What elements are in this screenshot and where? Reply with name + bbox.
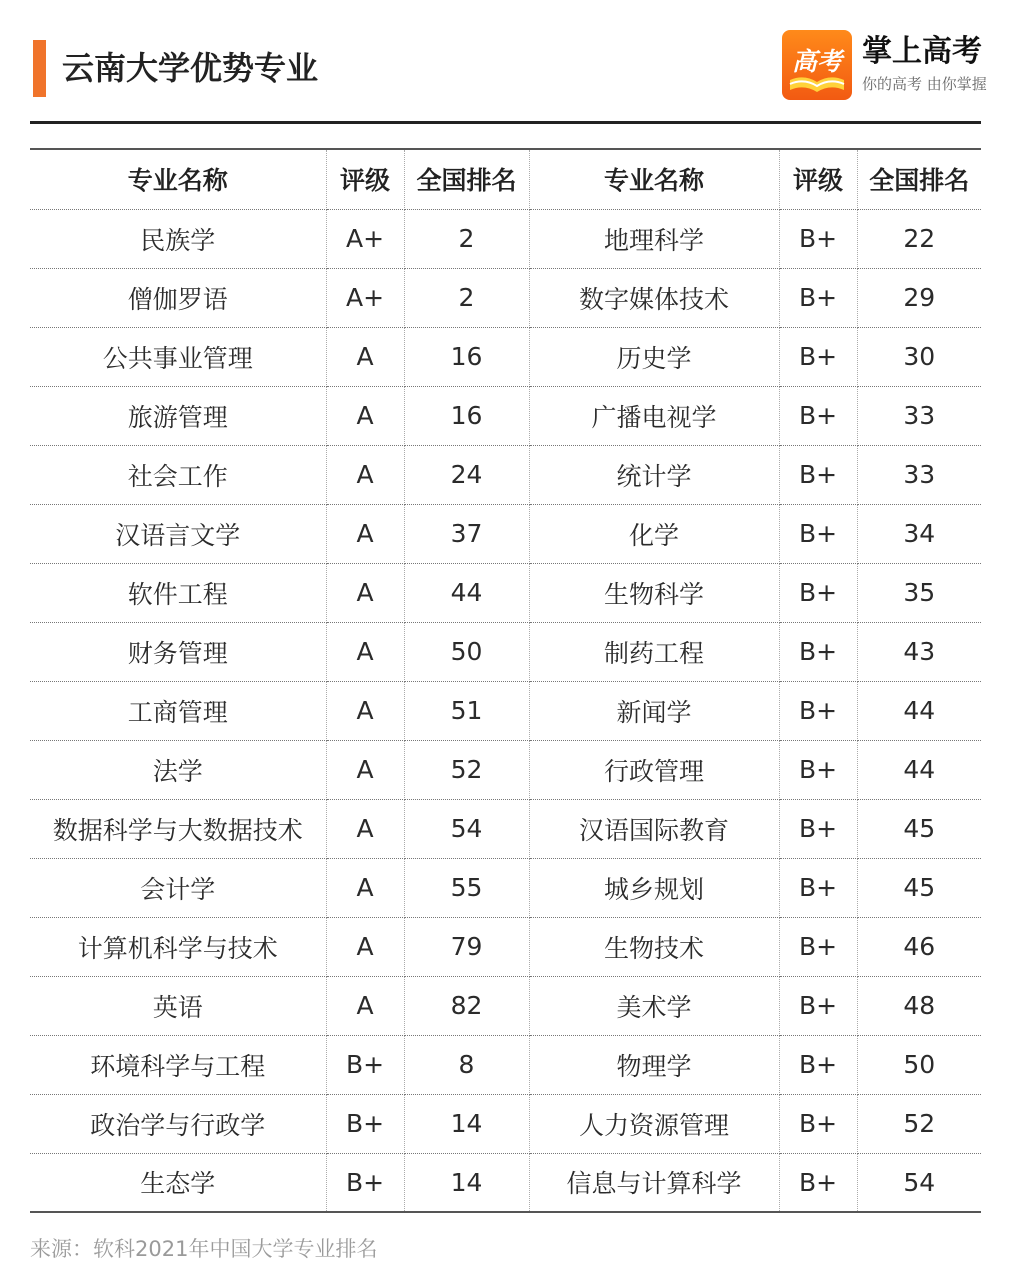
major-name-cell: 公共事业管理 [30, 327, 326, 386]
major-name-cell: 城乡规划 [529, 858, 779, 917]
logo-text [862, 34, 992, 94]
title-accent-bar [33, 40, 46, 97]
major-name-cell: 旅游管理 [30, 386, 326, 445]
table-row [30, 858, 981, 917]
rank-cell: 2 [404, 209, 529, 268]
major-name-cell: 会计学 [30, 858, 326, 917]
major-name-cell: 工商管理 [30, 681, 326, 740]
major-name-cell: 广播电视学 [529, 386, 779, 445]
grade-cell: B+ [779, 504, 857, 563]
grade-cell: A [326, 327, 404, 386]
rank-cell: 46 [857, 917, 981, 976]
grade-cell: A [326, 445, 404, 504]
table-row [30, 1035, 981, 1094]
rank-cell: 50 [404, 622, 529, 681]
rank-cell: 37 [404, 504, 529, 563]
major-name-cell: 生物技术 [529, 917, 779, 976]
grade-cell: A+ [326, 209, 404, 268]
grade-cell: A+ [326, 268, 404, 327]
major-name-cell: 制药工程 [529, 622, 779, 681]
grade-cell: B+ [779, 858, 857, 917]
rank-cell: 29 [857, 268, 981, 327]
rank-cell: 44 [857, 740, 981, 799]
major-name-cell: 法学 [30, 740, 326, 799]
rank-cell: 8 [404, 1035, 529, 1094]
rank-cell: 79 [404, 917, 529, 976]
column-header-grade: 评级 [326, 149, 404, 209]
gaokao-book-logo-icon [782, 30, 852, 100]
major-name-cell: 物理学 [529, 1035, 779, 1094]
major-name-cell: 生态学 [30, 1153, 326, 1212]
rank-cell: 2 [404, 268, 529, 327]
grade-cell: A [326, 858, 404, 917]
rank-cell: 33 [857, 386, 981, 445]
major-name-cell: 英语 [30, 976, 326, 1035]
major-name-cell: 社会工作 [30, 445, 326, 504]
rank-cell: 43 [857, 622, 981, 681]
major-name-cell: 统计学 [529, 445, 779, 504]
grade-cell: A [326, 681, 404, 740]
table-row [30, 622, 981, 681]
rank-cell: 52 [857, 1094, 981, 1153]
header-rule [30, 121, 981, 124]
major-name-cell: 软件工程 [30, 563, 326, 622]
grade-cell: B+ [779, 740, 857, 799]
table-row [30, 327, 981, 386]
table-row [30, 563, 981, 622]
table-row [30, 268, 981, 327]
major-name-cell: 新闻学 [529, 681, 779, 740]
rank-cell: 50 [857, 1035, 981, 1094]
table-row [30, 917, 981, 976]
grade-cell: B+ [326, 1035, 404, 1094]
rank-cell: 55 [404, 858, 529, 917]
grade-cell: B+ [779, 917, 857, 976]
grade-cell: A [326, 504, 404, 563]
column-header-rank: 全国排名 [404, 149, 529, 209]
logo-slogan: 你的高考 由你掌握 [862, 75, 987, 93]
grade-cell: A [326, 917, 404, 976]
logo-name: 掌上高考 [862, 34, 982, 69]
table-row [30, 209, 981, 268]
grade-cell: B+ [779, 1153, 857, 1212]
rank-cell: 35 [857, 563, 981, 622]
major-name-cell: 民族学 [30, 209, 326, 268]
rank-cell: 16 [404, 386, 529, 445]
majors-table [30, 148, 981, 1213]
grade-cell: B+ [779, 386, 857, 445]
grade-cell: B+ [326, 1094, 404, 1153]
rank-cell: 14 [404, 1153, 529, 1212]
major-name-cell: 生物科学 [529, 563, 779, 622]
major-name-cell: 计算机科学与技术 [30, 917, 326, 976]
rank-cell: 14 [404, 1094, 529, 1153]
grade-cell: B+ [779, 681, 857, 740]
major-name-cell: 行政管理 [529, 740, 779, 799]
grade-cell: A [326, 976, 404, 1035]
major-name-cell: 美术学 [529, 976, 779, 1035]
column-header-grade: 评级 [779, 149, 857, 209]
rank-cell: 82 [404, 976, 529, 1035]
grade-cell: B+ [779, 799, 857, 858]
grade-cell: B+ [326, 1153, 404, 1212]
table-row [30, 799, 981, 858]
rank-cell: 51 [404, 681, 529, 740]
rank-cell: 33 [857, 445, 981, 504]
logo-glyph: 高考 [791, 47, 843, 76]
source-note: 来源：软科2021年中国大学专业排名 [30, 1237, 378, 1261]
rank-cell: 48 [857, 976, 981, 1035]
table-row [30, 1094, 981, 1153]
major-name-cell: 化学 [529, 504, 779, 563]
rank-cell: 22 [857, 209, 981, 268]
rank-cell: 24 [404, 445, 529, 504]
major-name-cell: 汉语国际教育 [529, 799, 779, 858]
major-name-cell: 数据科学与大数据技术 [30, 799, 326, 858]
table-row [30, 386, 981, 445]
grade-cell: A [326, 740, 404, 799]
major-name-cell: 历史学 [529, 327, 779, 386]
rank-cell: 45 [857, 799, 981, 858]
majors-table-wrap [30, 148, 981, 1213]
column-header-major: 专业名称 [30, 149, 326, 209]
rank-cell: 16 [404, 327, 529, 386]
major-name-cell: 汉语言文学 [30, 504, 326, 563]
rank-cell: 45 [857, 858, 981, 917]
table-header-row [30, 149, 981, 209]
rank-cell: 44 [404, 563, 529, 622]
grade-cell: A [326, 622, 404, 681]
grade-cell: B+ [779, 1094, 857, 1153]
major-name-cell: 人力资源管理 [529, 1094, 779, 1153]
table-row [30, 681, 981, 740]
grade-cell: B+ [779, 209, 857, 268]
grade-cell: B+ [779, 1035, 857, 1094]
major-name-cell: 数字媒体技术 [529, 268, 779, 327]
major-name-cell: 财务管理 [30, 622, 326, 681]
grade-cell: B+ [779, 622, 857, 681]
major-name-cell: 环境科学与工程 [30, 1035, 326, 1094]
major-name-cell: 地理科学 [529, 209, 779, 268]
table-row [30, 504, 981, 563]
table-row [30, 445, 981, 504]
grade-cell: B+ [779, 327, 857, 386]
grade-cell: B+ [779, 563, 857, 622]
column-header-rank: 全国排名 [857, 149, 981, 209]
grade-cell: B+ [779, 976, 857, 1035]
table-row [30, 1153, 981, 1212]
major-name-cell: 僧伽罗语 [30, 268, 326, 327]
page-header [0, 0, 1012, 123]
rank-cell: 44 [857, 681, 981, 740]
major-name-cell: 信息与计算科学 [529, 1153, 779, 1212]
table-row [30, 976, 981, 1035]
grade-cell: A [326, 563, 404, 622]
rank-cell: 30 [857, 327, 981, 386]
grade-cell: B+ [779, 268, 857, 327]
rank-cell: 34 [857, 504, 981, 563]
table-body [30, 209, 981, 1212]
grade-cell: B+ [779, 445, 857, 504]
rank-cell: 54 [404, 799, 529, 858]
grade-cell: A [326, 799, 404, 858]
table-row [30, 740, 981, 799]
rank-cell: 52 [404, 740, 529, 799]
rank-cell: 54 [857, 1153, 981, 1212]
column-header-major: 专业名称 [529, 149, 779, 209]
page-title: 云南大学优势专业 [62, 49, 319, 87]
major-name-cell: 政治学与行政学 [30, 1094, 326, 1153]
grade-cell: A [326, 386, 404, 445]
